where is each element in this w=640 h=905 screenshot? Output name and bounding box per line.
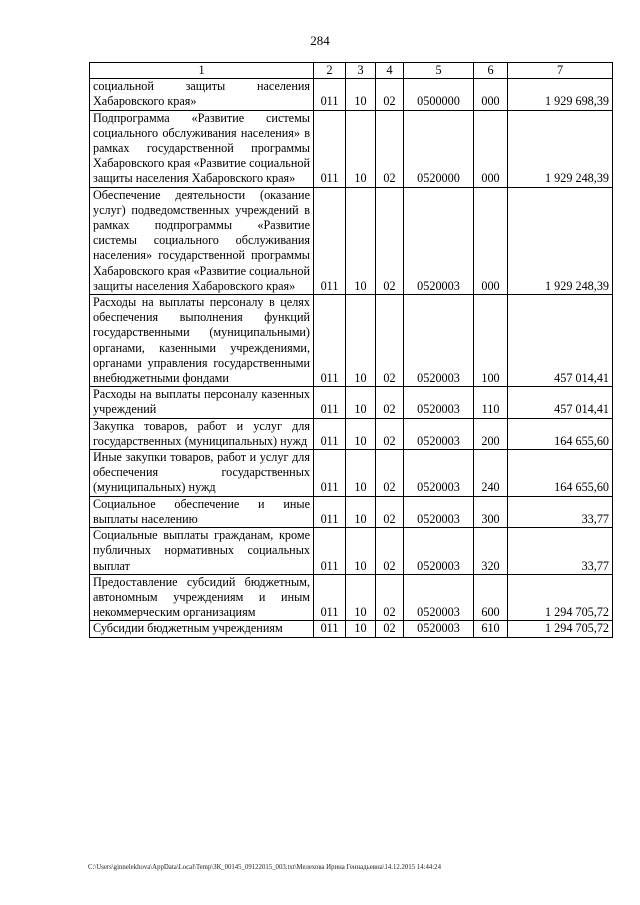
name-cell: Социальное обеспечение и иные выплаты населению [90,496,314,527]
code-expense-type-cell: 200 [474,418,508,449]
code-expense-type-cell: 300 [474,496,508,527]
name-cell: Социальные выплаты гражданам, кроме публичных нормативных социальных выплат [90,528,314,575]
code-section-cell: 10 [346,110,376,187]
amount-cell: 457 014,41 [508,295,613,387]
page-number: 284 [310,33,330,48]
table-row [90,574,613,621]
code-expense-type-cell: 110 [474,387,508,418]
name-cell: Расходы на выплаты персоналу казенных учреждений [90,387,314,418]
code-ministry-cell: 011 [314,110,346,187]
code-subsection-cell: 02 [376,496,404,527]
code-ministry-cell: 011 [314,79,346,110]
code-subsection-cell: 02 [376,187,404,294]
amount-cell: 33,77 [508,528,613,575]
name-cell: Субсидии бюджетным учреждениям [90,621,314,637]
code-expense-type-cell: 600 [474,574,508,621]
code-target-article-cell: 0520003 [404,450,474,497]
code-expense-type-cell: 000 [474,79,508,110]
header-cell: 2 [314,63,346,79]
code-section-cell: 10 [346,450,376,497]
amount-cell: 164 655,60 [508,418,613,449]
code-target-article-cell: 0520003 [404,574,474,621]
code-section-cell: 10 [346,187,376,294]
amount-cell: 1 929 248,39 [508,187,613,294]
code-subsection-cell: 02 [376,574,404,621]
header-row [90,63,613,79]
header-cell: 7 [508,63,613,79]
header-cell: 6 [474,63,508,79]
code-ministry-cell: 011 [314,621,346,637]
code-subsection-cell: 02 [376,621,404,637]
code-target-article-cell: 0520000 [404,110,474,187]
table-row [90,450,613,497]
table-row [90,79,613,110]
name-cell: Иные закупки товаров, работ и услуг для обеспечения государственных (муниципальных) нужд [90,450,314,497]
header-cell: 5 [404,63,474,79]
name-cell: Обеспечение деятельности (оказание услуг) подведомственных учреждений в рамках подпрограммы «Развитие системы социального обслуживания населения» государственной программы Хабаровского края «Развитие социальной защиты населения Хабаровского края» [90,187,314,294]
table-row [90,621,613,637]
code-ministry-cell: 011 [314,528,346,575]
code-expense-type-cell: 320 [474,528,508,575]
table-row [90,387,613,418]
name-cell: Закупка товаров, работ и услуг для государственных (муниципальных) нужд [90,418,314,449]
table-row [90,187,613,294]
code-ministry-cell: 011 [314,418,346,449]
code-ministry-cell: 011 [314,574,346,621]
amount-cell: 1 294 705,72 [508,621,613,637]
amount-cell: 1 294 705,72 [508,574,613,621]
header-cell: 3 [346,63,376,79]
code-target-article-cell: 0520003 [404,295,474,387]
code-section-cell: 10 [346,418,376,449]
budget-table [89,62,613,638]
code-subsection-cell: 02 [376,528,404,575]
code-section-cell: 10 [346,621,376,637]
code-target-article-cell: 0520003 [404,418,474,449]
code-expense-type-cell: 610 [474,621,508,637]
file-path-footer: C:\Users\ginnelekhova\AppData\Local\Temp\ЗК_00145_09122015_003.txt\Мелехова Ирина Геннадьевна\14.12.2015 14:44:24 [88,864,441,871]
table-row [90,496,613,527]
code-expense-type-cell: 000 [474,187,508,294]
code-target-article-cell: 0500000 [404,79,474,110]
code-target-article-cell: 0520003 [404,621,474,637]
name-cell: Подпрограмма «Развитие системы социального обслуживания населения» в рамках государственной программы Хабаровского края «Развитие социальной защиты населения Хабаровского края» [90,110,314,187]
code-subsection-cell: 02 [376,387,404,418]
code-subsection-cell: 02 [376,295,404,387]
code-expense-type-cell: 240 [474,450,508,497]
code-ministry-cell: 011 [314,496,346,527]
amount-cell: 164 655,60 [508,450,613,497]
table-row [90,418,613,449]
table-row [90,528,613,575]
code-section-cell: 10 [346,496,376,527]
name-cell: социальной защиты населения Хабаровского края» [90,79,314,110]
code-section-cell: 10 [346,295,376,387]
code-subsection-cell: 02 [376,110,404,187]
code-target-article-cell: 0520003 [404,387,474,418]
code-subsection-cell: 02 [376,418,404,449]
amount-cell: 1 929 248,39 [508,110,613,187]
code-target-article-cell: 0520003 [404,496,474,527]
amount-cell: 33,77 [508,496,613,527]
header-cell: 1 [90,63,314,79]
code-section-cell: 10 [346,574,376,621]
code-section-cell: 10 [346,528,376,575]
amount-cell: 1 929 698,39 [508,79,613,110]
code-ministry-cell: 011 [314,450,346,497]
code-ministry-cell: 011 [314,387,346,418]
table-row [90,110,613,187]
code-expense-type-cell: 000 [474,110,508,187]
code-subsection-cell: 02 [376,450,404,497]
code-section-cell: 10 [346,79,376,110]
code-target-article-cell: 0520003 [404,528,474,575]
code-ministry-cell: 011 [314,295,346,387]
code-target-article-cell: 0520003 [404,187,474,294]
code-ministry-cell: 011 [314,187,346,294]
amount-cell: 457 014,41 [508,387,613,418]
table-row [90,295,613,387]
name-cell: Предоставление субсидий бюджетным, автономным учреждениям и иным некоммерческим организациям [90,574,314,621]
code-subsection-cell: 02 [376,79,404,110]
code-section-cell: 10 [346,387,376,418]
code-expense-type-cell: 100 [474,295,508,387]
name-cell: Расходы на выплаты персоналу в целях обеспечения выполнения функций государственными (муниципальными) органами, казенными учреждениями, органами управления государственными внебюджетными фондами [90,295,314,387]
header-cell: 4 [376,63,404,79]
